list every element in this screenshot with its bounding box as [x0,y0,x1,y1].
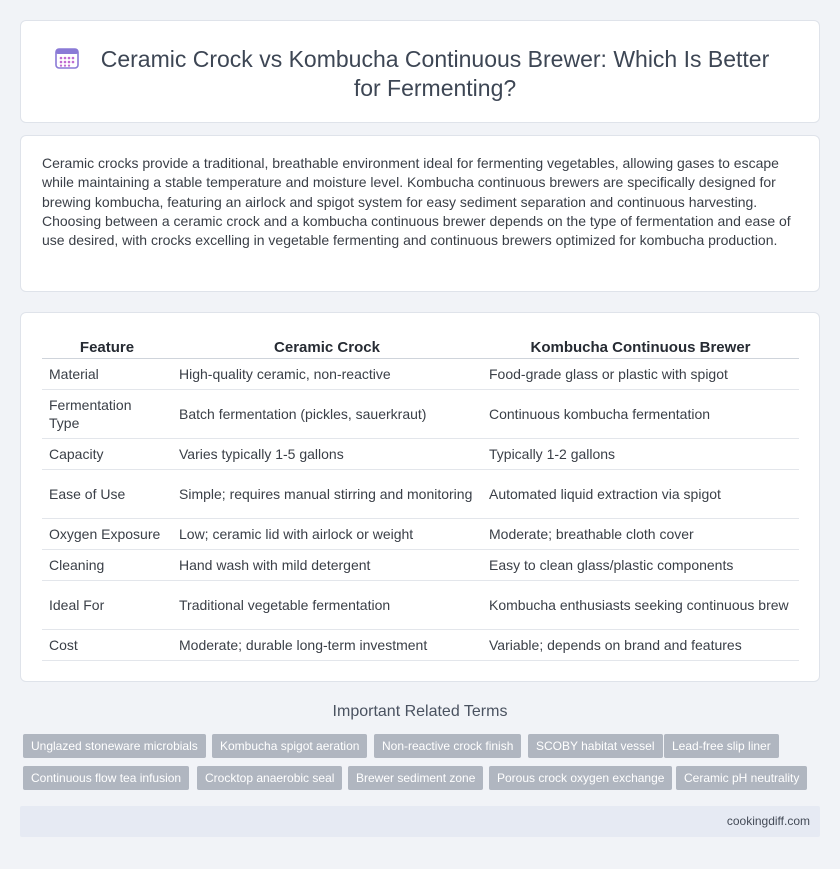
title-card [20,20,820,123]
related-term-tag[interactable]: Kombucha spigot aeration [212,734,367,758]
brewer-cell: Automated liquid extraction via spigot [482,469,799,518]
brewer-cell: Food-grade glass or plastic with spigot [482,358,799,389]
feature-cell: Material [42,358,172,389]
footer-bar [20,806,820,837]
comparison-table [42,335,799,661]
crock-cell: Hand wash with mild detergent [172,549,482,580]
crock-cell: Moderate; durable long-term investment [172,629,482,660]
brewer-cell: Easy to clean glass/plastic components [482,549,799,580]
related-term-tag[interactable]: Non-reactive crock finish [374,734,521,758]
header-kombucha-brewer: Kombucha Continuous Brewer [482,335,799,358]
intro-card [20,135,820,292]
header-ceramic-crock: Ceramic Crock [172,335,482,358]
table-row [42,358,799,389]
brewer-cell: Kombucha enthusiasts seeking continuous brew [482,580,799,629]
related-terms-heading: Important Related Terms [332,703,508,720]
comparison-card [20,312,820,682]
table-row [42,518,799,549]
crock-cell: High-quality ceramic, non-reactive [172,358,482,389]
site-domain[interactable]: cookingdiff.com [726,814,810,828]
crock-cell: Simple; requires manual stirring and monitoring [172,469,482,518]
table-header-row [42,335,799,358]
table-row [42,389,799,438]
related-term-tag[interactable]: Porous crock oxygen exchange [489,766,672,790]
table-row [42,549,799,580]
related-term-tag[interactable]: Crocktop anaerobic seal [197,766,342,790]
brewer-cell: Moderate; breathable cloth cover [482,518,799,549]
brewer-cell: Continuous kombucha fermentation [482,389,799,438]
feature-cell: Oxygen Exposure [42,518,172,549]
page-title: Ceramic Crock vs Kombucha Continuous Brewer: Which Is Better for Fermenting? [100,46,770,101]
feature-cell: Cleaning [42,549,172,580]
table-row [42,469,799,518]
feature-cell: Ideal For [42,580,172,629]
related-term-tag[interactable]: SCOBY habitat vessel [528,734,663,758]
crock-cell: Traditional vegetable fermentation [172,580,482,629]
header-feature: Feature [42,335,172,358]
brewer-cell: Variable; depends on brand and features [482,629,799,660]
crock-cell: Low; ceramic lid with airlock or weight [172,518,482,549]
feature-cell: Cost [42,629,172,660]
crock-cell: Varies typically 1-5 gallons [172,438,482,469]
related-term-tag[interactable]: Ceramic pH neutrality [676,766,807,790]
table-row [42,629,799,660]
related-term-tag[interactable]: Brewer sediment zone [348,766,483,790]
feature-cell: Fermentation Type [42,389,172,438]
intro-paragraph: Ceramic crocks provide a traditional, breathable environment ideal for fermenting vegetables, allowing gases to escape while maintaining a stable temperature and moisture level. Kombucha continuous brewers are specifically designed for brewing kombucha, featuring an airlock and spigot system for easy sediment separation and continuous harvesting. Choosing between a ceramic crock and a kombucha continuous brewer depends on the type of fermentation and ease of use desired, with crocks excelling in vegetable fermenting and continuous brewers optimized for kombucha production. [42,155,791,249]
related-term-tag[interactable]: Unglazed stoneware microbials [23,734,206,758]
related-term-tag[interactable]: Lead-free slip liner [664,734,779,758]
table-row [42,438,799,469]
feature-cell: Capacity [42,438,172,469]
feature-cell: Ease of Use [42,469,172,518]
brewer-cell: Typically 1-2 gallons [482,438,799,469]
related-term-tag[interactable]: Continuous flow tea infusion [23,766,189,790]
table-row [42,580,799,629]
crock-cell: Batch fermentation (pickles, sauerkraut) [172,389,482,438]
